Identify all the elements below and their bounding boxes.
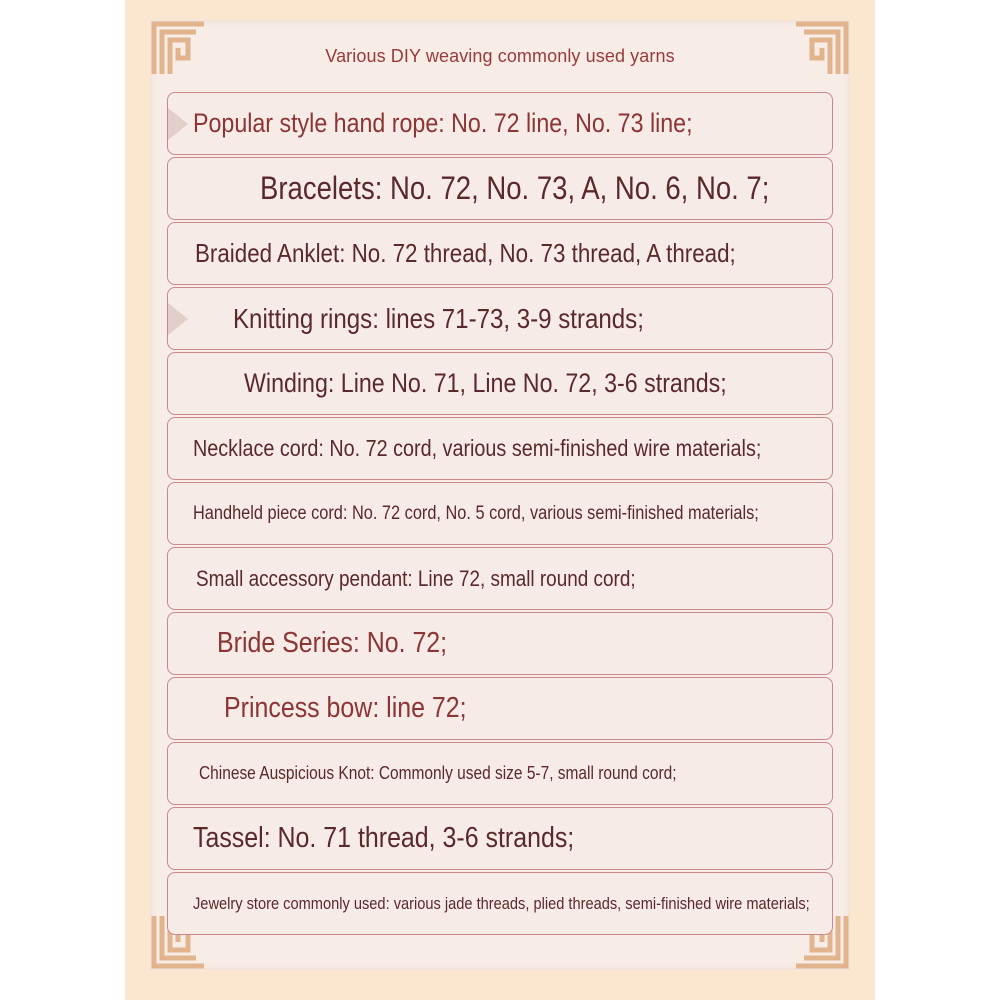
list-item: [167, 157, 833, 220]
list-item-text: Winding: Line No. 71, Line No. 72, 3-6 strands;: [244, 368, 727, 398]
list-item: [167, 677, 833, 740]
list-item: [167, 612, 833, 675]
list-item: [167, 352, 833, 415]
list-item-text: Jewelry store commonly used: various jade threads, plied threads, semi-finished wire materials;: [193, 893, 810, 913]
list-item: [167, 742, 833, 805]
list-item-text: Necklace cord: No. 72 cord, various semi-finished wire materials;: [193, 435, 762, 461]
list-item: [167, 807, 833, 870]
list-item: [167, 222, 833, 285]
list-item-text: Braided Anklet: No. 72 thread, No. 73 thread, A thread;: [195, 238, 736, 268]
list-item: [167, 417, 833, 480]
list-item-text: Small accessory pendant: Line 72, small round cord;: [196, 565, 636, 591]
arrow-icon: [168, 108, 188, 140]
list-item-text: Popular style hand rope: No. 72 line, No. 73 line;: [193, 108, 693, 138]
list-item: [167, 872, 833, 935]
page-title: Various DIY weaving commonly used yarns: [325, 46, 675, 66]
list-item-text: Bracelets: No. 72, No. 73, A, No. 6, No. 7;: [260, 170, 770, 206]
list-item: [167, 482, 833, 545]
list-item-text: Bride Series: No. 72;: [217, 627, 448, 659]
list-item: [167, 92, 833, 155]
list-item: [167, 547, 833, 610]
list-item-text: Knitting rings: lines 71-73, 3-9 strands;: [233, 302, 644, 334]
list-item: [167, 287, 833, 350]
list-item-text: Chinese Auspicious Knot: Commonly used size 5-7, small round cord;: [199, 763, 677, 783]
list-item-text: Tassel: No. 71 thread, 3-6 strands;: [193, 822, 575, 854]
list-item-text: Princess bow: line 72;: [224, 692, 467, 724]
arrow-icon: [168, 303, 188, 335]
list-item-text: Handheld piece cord: No. 72 cord, No. 5 cord, various semi-finished materials;: [193, 502, 759, 524]
